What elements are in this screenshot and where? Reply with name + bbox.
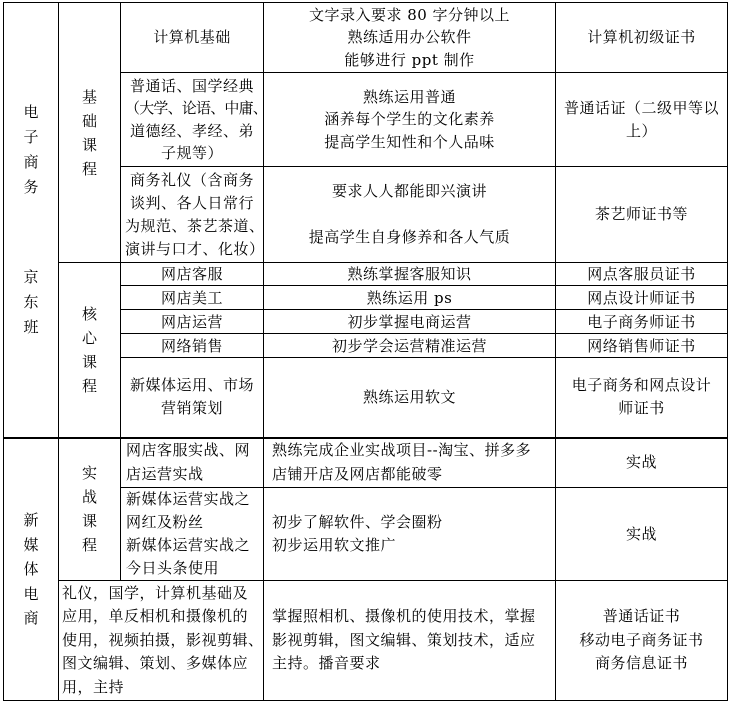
table-row <box>4 263 728 286</box>
course-line: 网店客服实战、网 <box>126 441 251 460</box>
course-line: 新媒体运营实战之 <box>126 536 251 554</box>
requirement-line: 涵养每个学生的文化素养 <box>324 110 495 129</box>
course-line: 图文编辑、策划、多媒体应 <box>62 654 249 673</box>
course-line: 网店运营 <box>160 312 223 331</box>
certificate-line: 实战 <box>625 524 657 543</box>
requirement-line: 熟练运用普通 <box>362 87 456 106</box>
requirement-line: 影视剪辑，图文编辑、策划技术，适应 <box>272 630 536 649</box>
certificate-cell <box>556 310 728 334</box>
course-cell <box>121 438 264 488</box>
requirement-line: 初步了解软件、学会圈粉 <box>272 513 443 531</box>
course-cell <box>121 3 264 73</box>
course-line: 店运营实战 <box>126 464 204 483</box>
course-line: 用，主持 <box>62 677 125 696</box>
category-label: 核心课程 <box>81 304 97 395</box>
certificate-cell <box>556 167 728 263</box>
course-cell <box>59 581 264 701</box>
requirement-line: 初步掌握电商运营 <box>347 312 472 331</box>
course-line: 计算机基础 <box>153 28 231 47</box>
requirement-line: 掌握照相机、摄像机的使用技术，掌握 <box>272 607 536 626</box>
requirement-line: 提高学生自身修养和各人气质 <box>308 228 511 246</box>
certificate-line: 普通话证书 <box>602 607 681 626</box>
course-line: 网络销售 <box>160 336 223 355</box>
certificate-line: 茶艺师证书等 <box>594 205 688 223</box>
requirement-cell <box>264 581 556 701</box>
requirement-line: 初步学会运营精准运营 <box>331 336 487 355</box>
requirement-line: 主持。播音要求 <box>272 654 381 673</box>
curriculum-table <box>3 2 728 701</box>
requirement-cell <box>264 167 556 263</box>
certificate-line: 商务信息证书 <box>594 654 688 673</box>
course-line: 子规等） <box>160 144 223 162</box>
requirement-line: 文字录入要求 80 字分钟以上 <box>308 5 511 24</box>
requirement-cell <box>264 73 556 167</box>
certificate-line: 移动电子商务证书 <box>579 630 704 649</box>
certificate-line: 网点客服员证书 <box>587 265 696 283</box>
certificate-line: 师证书 <box>618 399 665 418</box>
course-line: 普通话、国学经典 <box>129 76 254 95</box>
course-line: 商务礼仪（含商务 <box>129 170 254 189</box>
course-cell <box>121 334 264 358</box>
course-line: 新媒体运用、市场 <box>129 376 254 395</box>
certificate-line: 电子商务师证书 <box>587 312 696 331</box>
certificate-cell <box>556 286 728 310</box>
certificate-cell <box>556 3 728 73</box>
category-label: 实战课程 <box>81 464 97 555</box>
certificate-cell <box>556 334 728 358</box>
requirement-cell <box>264 263 556 286</box>
certificate-line: 普通话证（二级甲等以 <box>563 99 719 117</box>
course-cell <box>121 73 268 167</box>
requirement-line: 熟练掌握客服知识 <box>347 265 472 283</box>
certificate-line: 上） <box>625 121 657 140</box>
course-line: 网店客服 <box>160 265 223 283</box>
course-line: 网店美工 <box>160 288 223 307</box>
certificate-cell <box>556 488 728 581</box>
course-cell <box>121 488 264 581</box>
requirement-line: 初步运用软文推广 <box>272 536 397 554</box>
course-line: 道德经、孝经、弟 <box>129 121 254 140</box>
program-subtitle: 京东班 <box>23 267 39 336</box>
certificate-line: 电子商务和网点设计 <box>571 376 712 395</box>
certificate-cell <box>556 438 728 488</box>
program-cell-jd <box>4 3 59 438</box>
requirement-line: 熟练运用 ps <box>366 288 453 307</box>
certificate-line: 计算机初级证书 <box>587 28 696 46</box>
requirement-line: 能够进行 ppt 制作 <box>344 50 475 69</box>
course-line: 谈判、各人日常行 <box>129 193 254 212</box>
table-row <box>4 3 728 73</box>
certificate-line: 网点设计师证书 <box>587 288 696 307</box>
course-cell <box>121 286 264 310</box>
certificate-cell <box>556 263 728 286</box>
table-row <box>4 581 728 701</box>
category-cell-practice <box>59 438 121 581</box>
course-line: 新媒体运营实战之 <box>126 490 251 509</box>
certificate-line: 网络销售师证书 <box>587 336 696 355</box>
requirement-line: 熟练适用办公软件 <box>347 28 472 47</box>
category-cell-core <box>59 263 121 438</box>
certificate-cell <box>556 73 728 167</box>
program-cell-new-media <box>4 438 59 701</box>
requirement-cell <box>264 438 556 488</box>
requirement-line: 要求人人都能即兴演讲 <box>331 182 487 200</box>
requirement-line: 店铺开店及网店都能破零 <box>272 464 443 483</box>
course-line: （大学、论语、中庸、 <box>125 99 268 117</box>
certificate-line: 实战 <box>625 453 657 472</box>
requirement-cell <box>264 310 556 334</box>
course-cell <box>121 167 264 263</box>
category-label: 基础课程 <box>81 87 97 178</box>
course-line: 礼仪，国学，计算机基础及 <box>62 583 249 602</box>
category-cell-basic <box>59 3 121 263</box>
requirement-line: 熟练完成企业实战项目--淘宝、拼多多 <box>272 441 532 460</box>
course-line: 网红及粉丝 <box>126 513 204 532</box>
requirement-cell <box>264 334 556 358</box>
program-title: 新媒体电商 <box>23 511 39 627</box>
requirement-cell <box>264 286 556 310</box>
course-line: 今日头条使用 <box>126 558 220 577</box>
program-title: 电子商务 <box>23 102 39 196</box>
certificate-cell <box>556 581 728 701</box>
course-line: 演讲与口才、化妆） <box>125 239 265 258</box>
requirement-cell <box>264 488 556 581</box>
program-title-spacer <box>8 200 54 265</box>
course-cell <box>121 263 264 286</box>
requirement-line: 提高学生知性和个人品味 <box>324 132 495 151</box>
course-cell <box>121 358 264 438</box>
certificate-cell <box>556 358 728 438</box>
blank-line <box>268 203 551 226</box>
table-row <box>4 438 728 488</box>
course-line: 营销策划 <box>160 399 223 418</box>
course-line: 为规范、茶艺茶道、 <box>125 216 265 235</box>
requirement-cell <box>264 358 556 438</box>
course-line: 应用，单反相机和摄像机的 <box>62 607 249 626</box>
requirement-line: 熟练运用软文 <box>362 387 456 406</box>
requirement-cell <box>264 3 556 73</box>
course-cell <box>121 310 264 334</box>
course-line: 使用，视频拍摄，影视剪辑、 <box>62 630 264 649</box>
